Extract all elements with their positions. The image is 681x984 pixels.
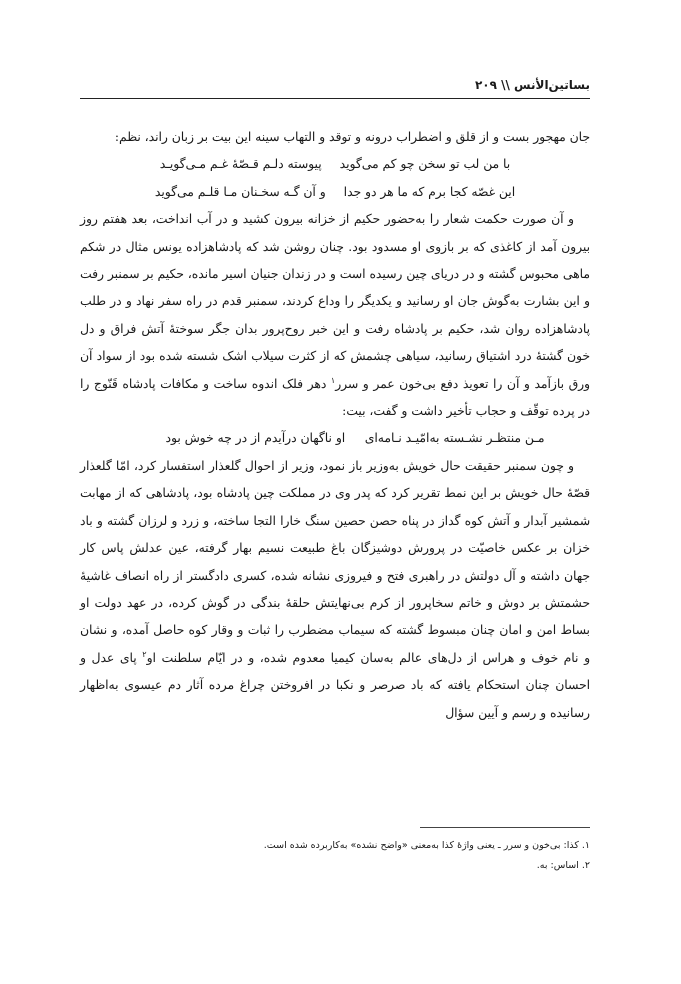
footnote-ref-1: ۱ [330, 375, 336, 385]
verse-line-2 [80, 179, 590, 206]
paragraph-2-text-a: و آن صورت حکمت شعار را به‌حضور حکیم از خزانه بیرون کشید و در آب انداخت، بعد هفتم روز بیرون آمد از کاغذی که بر بازوی او مسدود بود. چنان روشن شد که پادشاهزاده یونس مثال در شکم ماهی محبوس گشته و در دریای چین رسیده است و در زندان جنیان اسیر مانده، حکیم بر سمنبر رفت و این بشارت به‌گوش جان او رسانید و یکدیگر را وداع کردند، سمنبر قدم در راه سفر نهاد و در طلب پادشاهزاده روان شد، حکیم بر پادشاه رفت و این خبر روح‌پرور بدان جگر سوختهٔ آتش فراق و دل خون گشتهٔ درد اشتیاق رسانید، سیاهی چشمش که از کثرت سیلاب اشک شسته شده بود از سواد آن ورق بازآمد و آن را تعویذ دفع بی‌خون عمر و سرر [80, 212, 590, 391]
paragraph-3-text-b: پای عدل و احسان چنان استحکام یافته که باد صرصر و نکبا در افروختن چراغ مرده آثار دم عیسوی به‌اظهار رسانیده و رسم و آیین سؤال [80, 650, 590, 720]
running-header: بساتین‌الأنس \\ ۲۰۹ [80, 78, 590, 99]
main-text [80, 124, 590, 727]
paragraph-1: جان مهجور بست و از قلق و اضطراب درونه و توقد و التهاب سینه این بیت بر زبان راند، نظم: [114, 130, 590, 144]
paragraph-3-text-a: و چون سمنبر حقیقت حال خویش به‌وزیر باز نمود، وزیر از احوال گلعذار استفسار کرد، امّا گلعذار قصّهٔ حال خویش بر این نمط تقریر کرد که پدر وی در مملکت چین پادشاه بود، پادشاهی که از مهابت شمشیر آبدار و آتش کوه گداز در پناه حصن حصین سنگ خارا التجا ساخته، و زرد و لرزان گشته و باد خزان بر عکس خاصیّت در پرورش دوشیزگان باغ طبیعت نسیم بهار گرفته، عین عدلش پاس کار جهان داشته و آل دولتش در راهبری فتح و فیروزی نشانه شده، کسری دادگستر از راه انصاف غاشیهٔ حشمتش بر دوش و خاتم سخاپرور از کرم بی‌نهایتش حلقهٔ بندگی در گوش کرده، در عهد دولت او بساط امن و امان چنان مبسوط گشته که سیماب مضطرب را ثبات و وقار کوه حاصل آمده، و نشان و نام خوف و هراس از دل‌های عالم به‌سان کیمیا معدوم شده، و در ایّام سلطنت او [80, 458, 591, 665]
paragraph-2 [80, 206, 590, 425]
verse-1-hemistich-a: با من لب تو سخن چو کم می‌گوید [339, 157, 511, 172]
verse-3-hemistich-b: او ناگهان درآیدم از در چه خوش بود [165, 431, 346, 446]
paragraph-2-text-b: دهر فلک اندوه ساخت و مکافات پادشاه قَنّوج را در پرده توقّف و حجاب تأخیر داشت و گفت، بیت: [80, 376, 590, 419]
verse-3-hemistich-a: مـن منتظـر نشـسته به‌امّیـد نـامه‌ای [364, 431, 545, 446]
verse-2-hemistich-b: و آن گـه سخـنان مـا قلـم می‌گوید [154, 184, 326, 199]
footnotes [80, 836, 590, 876]
footnote-1: ۱. کذا: بی‌خون و سرر ـ یعنی واژهٔ کذا به‌معنی «واضح نشده» به‌کاربرده شده است. [263, 840, 590, 851]
verse-line-3 [80, 425, 590, 452]
verse-line-1 [80, 151, 590, 178]
verse-2-hemistich-a: این غصّه کجا برم که ما هر دو جدا [343, 184, 516, 199]
paragraph-3 [80, 453, 590, 727]
verse-1-hemistich-b: پیوسته دلـم قـصّهٔ غـم مـی‌گویـد [159, 157, 322, 172]
footnote-ref-2: ۲ [142, 649, 147, 659]
footnote-divider [420, 827, 590, 828]
footnote-2: ۲. اساس: به. [536, 860, 590, 871]
